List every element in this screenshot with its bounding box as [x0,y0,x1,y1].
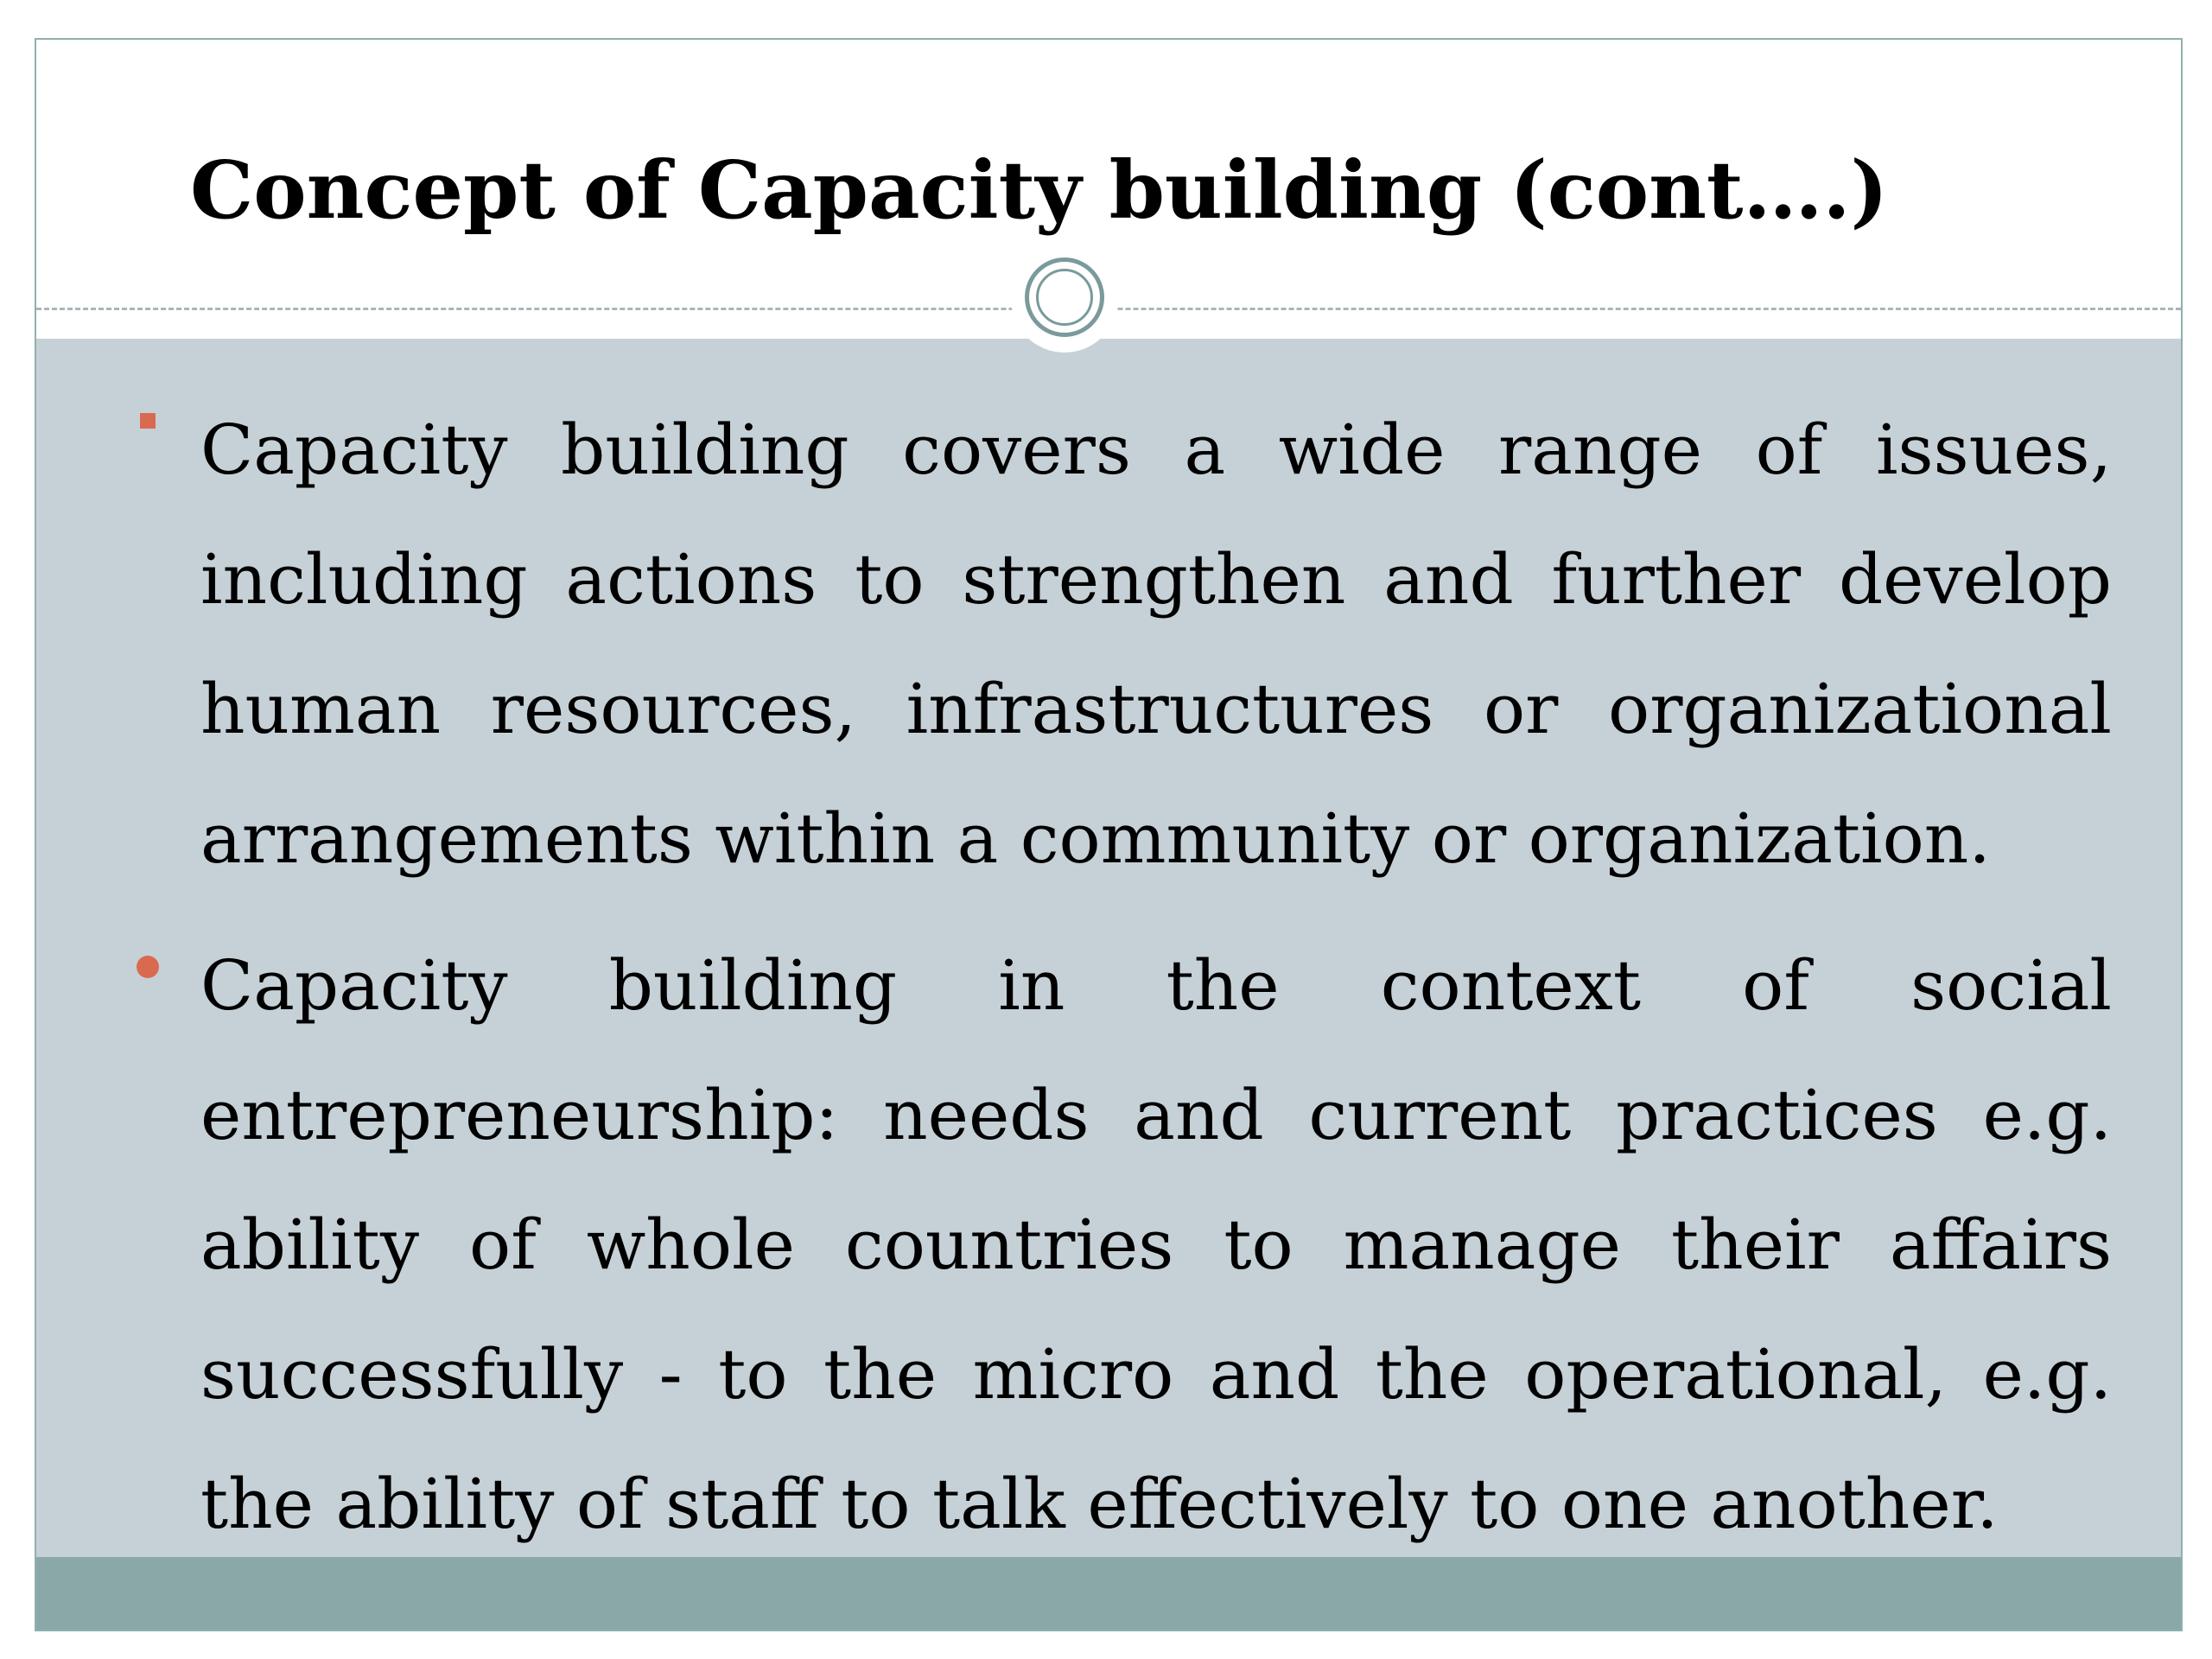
ring-ornament-icon [1025,257,1104,337]
bullet-item-1: Capacity building covers a wide range of issues, including actions to strengthen and further develop human resources, infrastructures or organizational arrangements within a community or organization. [200,410,2112,879]
slide-title: Concept of Capacity building (cont….) [190,143,1889,237]
slide [35,38,2183,1631]
round-bullet-icon [137,956,159,978]
ring-ornament-inner [1036,269,1093,326]
square-bullet-icon [140,413,156,429]
bullet-item-2: Capacity building in the context of social entrepreneurship: needs and current practices e.g. ability of whole countries to manage their affairs successfully - to the micro and the operational, e.g. the ability of staff to talk effectively to one another. [200,945,2112,1544]
